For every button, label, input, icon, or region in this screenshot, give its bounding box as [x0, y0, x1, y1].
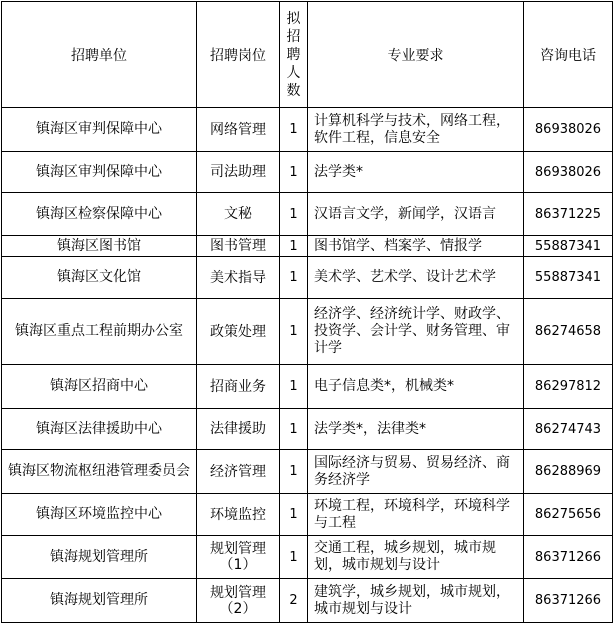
cell-phone: 86938026 [524, 152, 613, 193]
cell-phone: 86288969 [524, 450, 613, 494]
cell-position: 美术指导 [197, 257, 280, 299]
cell-count: 1 [280, 536, 308, 579]
header-count-text: 拟招聘人数 [286, 10, 301, 99]
cell-unit: 镇海区审判保障中心 [2, 152, 197, 193]
cell-position: 政策处理 [197, 299, 280, 365]
cell-phone: 86274743 [524, 409, 613, 450]
table-row [2, 152, 613, 193]
cell-requirement: 环境工程，环境科学，环境科学与工程 [308, 494, 524, 536]
cell-position: 招商业务 [197, 365, 280, 409]
cell-unit: 镇海区重点工程前期办公室 [2, 299, 197, 365]
cell-requirement: 法学类* [308, 152, 524, 193]
cell-unit: 镇海区物流枢纽港管理委员会 [2, 450, 197, 494]
table-row [2, 409, 613, 450]
table-row [2, 236, 613, 257]
cell-phone: 86371225 [524, 193, 613, 236]
recruitment-table [1, 1, 613, 623]
cell-unit: 镇海区图书馆 [2, 236, 197, 257]
cell-unit: 镇海区环境监控中心 [2, 494, 197, 536]
cell-position: 法律援助 [197, 409, 280, 450]
cell-count: 1 [280, 365, 308, 409]
cell-count: 1 [280, 193, 308, 236]
cell-position: 环境监控 [197, 494, 280, 536]
cell-position: 图书管理 [197, 236, 280, 257]
cell-count: 1 [280, 152, 308, 193]
cell-position: 司法助理 [197, 152, 280, 193]
cell-requirement: 建筑学，城乡规划，城市规划，城市规划与设计 [308, 579, 524, 623]
cell-requirement: 计算机科学与技术，网络工程，软件工程，信息安全 [308, 108, 524, 152]
table-row [2, 579, 613, 623]
cell-requirement: 交通工程，城乡规划，城市规划，城市规划与设计 [308, 536, 524, 579]
table-row [2, 299, 613, 365]
header-row [2, 2, 613, 108]
cell-count: 1 [280, 108, 308, 152]
cell-phone: 86274658 [524, 299, 613, 365]
cell-unit: 镇海区法律援助中心 [2, 409, 197, 450]
cell-phone: 86275656 [524, 494, 613, 536]
table-row [2, 494, 613, 536]
table-row [2, 536, 613, 579]
header-position: 招聘岗位 [197, 2, 280, 108]
table-row [2, 257, 613, 299]
cell-position: 规划管理（1） [197, 536, 280, 579]
cell-count: 1 [280, 494, 308, 536]
header-phone: 咨询电话 [524, 2, 613, 108]
cell-unit: 镇海规划管理所 [2, 579, 197, 623]
cell-unit: 镇海区招商中心 [2, 365, 197, 409]
table-row [2, 365, 613, 409]
cell-phone: 86938026 [524, 108, 613, 152]
cell-requirement: 图书馆学、档案学、情报学 [308, 236, 524, 257]
header-count [280, 2, 308, 108]
cell-unit: 镇海区文化馆 [2, 257, 197, 299]
cell-requirement: 电子信息类*，机械类* [308, 365, 524, 409]
cell-phone: 86371266 [524, 579, 613, 623]
cell-unit: 镇海规划管理所 [2, 536, 197, 579]
header-unit: 招聘单位 [2, 2, 197, 108]
cell-position: 经济管理 [197, 450, 280, 494]
table-row [2, 108, 613, 152]
header-requirement: 专业要求 [308, 2, 524, 108]
cell-count: 1 [280, 299, 308, 365]
table-row [2, 450, 613, 494]
cell-requirement: 美术学、艺术学、设计艺术学 [308, 257, 524, 299]
cell-count: 1 [280, 257, 308, 299]
cell-position: 规划管理（2） [197, 579, 280, 623]
cell-requirement: 国际经济与贸易、贸易经济、商务经济学 [308, 450, 524, 494]
cell-phone: 86371266 [524, 536, 613, 579]
cell-phone: 55887341 [524, 257, 613, 299]
cell-phone: 86297812 [524, 365, 613, 409]
cell-requirement: 汉语言文学，新闻学，汉语言 [308, 193, 524, 236]
cell-position: 文秘 [197, 193, 280, 236]
cell-requirement: 法学类*，法律类* [308, 409, 524, 450]
cell-position: 网络管理 [197, 108, 280, 152]
cell-count: 1 [280, 450, 308, 494]
table-row [2, 193, 613, 236]
cell-phone: 55887341 [524, 236, 613, 257]
cell-count: 2 [280, 579, 308, 623]
cell-count: 1 [280, 409, 308, 450]
cell-unit: 镇海区审判保障中心 [2, 108, 197, 152]
cell-requirement: 经济学、经济统计学、财政学、投资学、会计学、财务管理、审计学 [308, 299, 524, 365]
cell-count: 1 [280, 236, 308, 257]
cell-unit: 镇海区检察保障中心 [2, 193, 197, 236]
